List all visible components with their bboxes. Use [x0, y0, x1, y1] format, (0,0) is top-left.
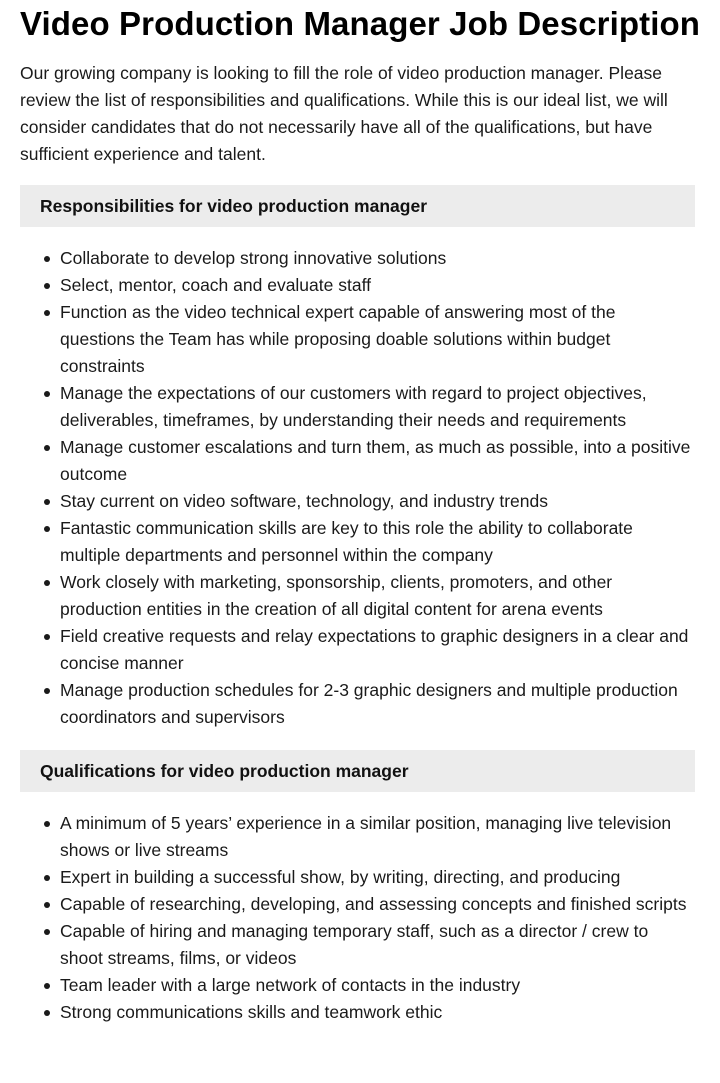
responsibility-item: Collaborate to develop strong innovative solutions [60, 245, 695, 272]
qualification-item: Strong communications skills and teamwork ethic [60, 999, 695, 1026]
qualification-item: Capable of researching, developing, and assessing concepts and finished scripts [60, 891, 695, 918]
responsibility-item: Fantastic communication skills are key to this role the ability to collaborate multiple departments and personnel within the company [60, 515, 695, 569]
responsibility-item: Manage production schedules for 2-3 graphic designers and multiple production coordinators and supervisors [60, 677, 695, 731]
page-title: Video Production Manager Job Description [20, 5, 700, 42]
responsibilities-heading: Responsibilities for video production manager [20, 185, 695, 227]
qualification-item: Expert in building a successful show, by writing, directing, and producing [60, 864, 695, 891]
responsibility-item: Work closely with marketing, sponsorship, clients, promoters, and other production entities in the creation of all digital content for arena events [60, 569, 695, 623]
responsibility-item: Function as the video technical expert capable of answering most of the questions the Team has while proposing doable solutions within budget constraints [60, 299, 695, 380]
responsibility-item: Field creative requests and relay expectations to graphic designers in a clear and concise manner [60, 623, 695, 677]
qualifications-list [20, 810, 695, 1026]
qualification-item: Team leader with a large network of contacts in the industry [60, 972, 695, 999]
qualification-item: A minimum of 5 years’ experience in a similar position, managing live television shows or live streams [60, 810, 695, 864]
responsibility-item: Manage the expectations of our customers with regard to project objectives, deliverables, timeframes, by understanding their needs and requirements [60, 380, 695, 434]
responsibilities-list [20, 245, 695, 731]
intro-paragraph: Our growing company is looking to fill the role of video production manager. Please review the list of responsibilities and qualifications. While this is our ideal list, we will consider candidates that do not necessarily have all of the qualifications, but have sufficient experience and talent. [20, 63, 668, 164]
qualifications-heading: Qualifications for video production manager [20, 750, 695, 792]
responsibility-item: Manage customer escalations and turn them, as much as possible, into a positive outcome [60, 434, 695, 488]
qualification-item: Capable of hiring and managing temporary staff, such as a director / crew to shoot streams, films, or videos [60, 918, 695, 972]
responsibility-item: Stay current on video software, technology, and industry trends [60, 488, 695, 515]
responsibility-item: Select, mentor, coach and evaluate staff [60, 272, 695, 299]
